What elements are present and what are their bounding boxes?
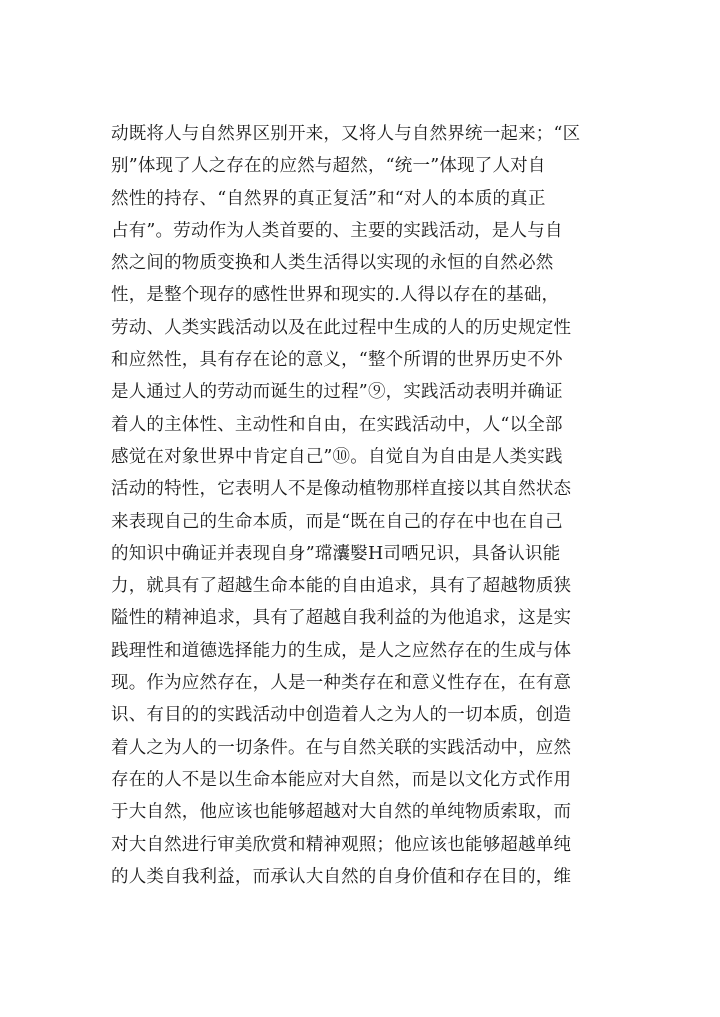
text-line: 感觉在对象世界中肯定自己”⑩。自觉自为自由是人类实践	[111, 446, 563, 467]
text-line: 力，就具有了超越生命本能的自由追求，具有了超越物质狭	[111, 576, 572, 597]
text-line: 着人之为人的一切条件。在与自然关联的实践活动中，应然	[111, 737, 572, 758]
text-line: 的知识中确证并表现自身”瑺灢嫛H司哂兄识，具备认识能	[111, 543, 561, 564]
text-line: 现。作为应然存在，人是一种类存在和意义性存在，在有意	[111, 673, 572, 694]
text-line: 对大自然进行审美欣赏和精神观照；他应该也能够超越单纯	[111, 834, 572, 855]
text-line: 来表现自己的生命本质，而是“既在自己的存在中也在自己	[111, 511, 563, 532]
text-line: 劳动、人类实践活动以及在此过程中生成的人的历史规定性	[111, 317, 572, 338]
text-line: 识、有目的的实践活动中创造着人之为人的一切本质，创造	[111, 705, 572, 726]
text-line: 是人通过人的劳动而诞生的过程”⑨，实践活动表明并确证	[111, 382, 563, 403]
body-paragraph	[111, 118, 611, 893]
text-line: 着人的主体性、主动性和自由，在实践活动中，人“以全部	[111, 414, 563, 435]
text-line: 隘性的精神追求，具有了超越自我利益的为他追求，这是实	[111, 608, 572, 629]
text-line: 存在的人不是以生命本能应对大自然，而是以文化方式作用	[111, 769, 572, 790]
text-line: 别”体现了人之存在的应然与超然，“统一”体现了人对自	[111, 156, 546, 177]
text-line: 动既将人与自然界区别开来，又将人与自然界统一起来；“区	[111, 124, 581, 144]
text-line: 然性的持存、“自然界的真正复活”和“对人的本质的真正	[111, 188, 546, 209]
text-line: 于大自然，他应该也能够超越对大自然的单纯物质索取，而	[111, 802, 572, 823]
text-line: 和应然性，具有存在论的意义，“整个所谓的世界历史不外	[111, 350, 563, 371]
text-line: 活动的特性，它表明人不是像动植物那样直接以其自然状态	[111, 479, 572, 500]
text-line: 的人类自我利益，而承认大自然的自身价值和存在目的，维	[111, 866, 572, 887]
text-line: 占有”。劳动作为人类首要的、主要的实践活动，是人与自	[111, 220, 563, 241]
text-line: 性，是整个现存的感性世界和现实的.人得以存在的基础，	[111, 285, 560, 306]
text-line: 践理性和道德选择能力的生成，是人之应然存在的生成与体	[111, 640, 572, 661]
text-line: 然之间的物质变换和人类生活得以实现的永恒的自然必然	[111, 253, 554, 274]
